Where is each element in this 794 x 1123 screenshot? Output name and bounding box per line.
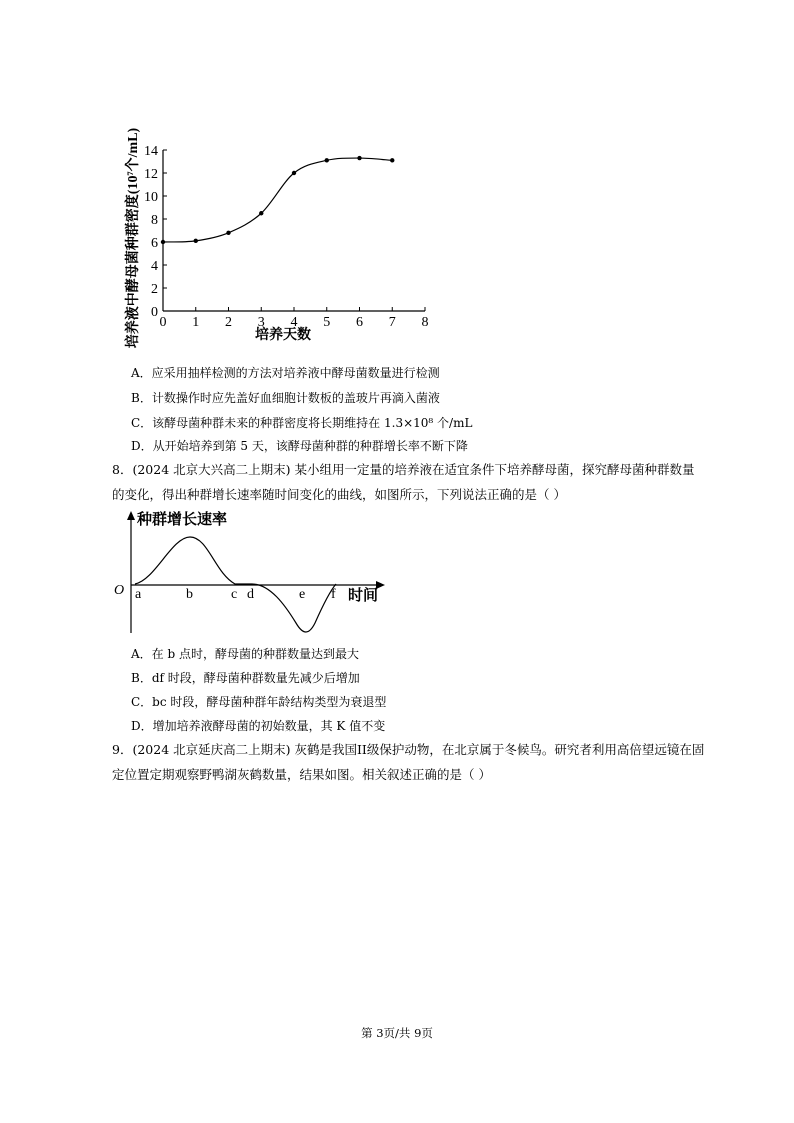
x-tick-label: 0 [159, 315, 167, 330]
q7-option-a: A．应采用抽样检测的方法对培养液中酵母菌数量进行检测 [131, 366, 440, 380]
data-point [226, 231, 230, 235]
y-tick-label: 8 [151, 213, 158, 228]
q8-option-b: B．df 时段，酵母菌种群数量先减少后增加 [131, 671, 360, 685]
y-tick-label: 14 [144, 144, 158, 159]
q7-option-c: C．该酵母菌种群未来的种群密度将长期维持在 1.3×10⁸ 个/mL [131, 416, 473, 430]
y-tick-label: 2 [151, 282, 158, 297]
x-tick-label: 4 [290, 315, 298, 330]
q9-stem-line2: 定位置定期观察野鸭湖灰鹤数量，结果如图。相关叙述正确的是（ ） [112, 767, 491, 782]
q8-stem-line2: 的变化，得出种群增长速率随时间变化的曲线，如图所示，下列说法正确的是（ ） [112, 487, 566, 502]
x-tick-label: 5 [323, 315, 331, 330]
data-point [259, 211, 263, 215]
y-tick-label: 0 [151, 305, 158, 320]
x-tick-label: 2 [225, 315, 232, 330]
x-tick-label: 6 [356, 315, 363, 330]
y-axis-label: 培养液中酵母菌种群密度(10⁷个/mL) [126, 127, 141, 349]
x-tick-label: 1 [192, 315, 200, 330]
density-curve [163, 158, 392, 242]
data-point [194, 239, 198, 243]
y-axis-title: 种群增长速率 [137, 512, 228, 528]
data-point [325, 158, 329, 162]
y-tick-label: 12 [144, 167, 158, 182]
q8-option-d: D．增加培养液酵母菌的初始数量，其 K 值不变 [131, 719, 386, 733]
q8-option-c: C．bc 时段，酵母菌种群年龄结构类型为衰退型 [131, 695, 387, 709]
q8-stem-line1: 8．(2024 北京大兴高二上期末) 某小组用一定量的培养液在适宜条件下培养酵母菌，探究酵母菌种群数量 [112, 462, 695, 477]
density-line-chart [110, 110, 450, 350]
origin-label: O [114, 583, 125, 598]
x-axis-label: 培养天数 [255, 328, 311, 343]
y-tick-label: 6 [151, 236, 158, 251]
y-axis-arrow [127, 511, 135, 520]
y-tick-label: 10 [144, 190, 158, 205]
data-point [357, 156, 361, 160]
data-point [161, 240, 165, 244]
y-tick-label: 4 [151, 259, 158, 274]
q9-stem-line1: 9．(2024 北京延庆高二上期末) 灰鹤是我国II级保护动物，在北京属于冬候鸟。研究者利用高倍望远镜在固 [112, 742, 705, 757]
q7-option-d: D．从开始培养到第 5 天，该酵母菌种群的种群增长率不断下降 [131, 439, 468, 453]
growth-rate-chart [110, 505, 400, 640]
point-label-a: a [135, 587, 142, 602]
point-label-b: b [186, 587, 193, 602]
q8-option-a: A．在 b 点时，酵母菌的种群数量达到最大 [131, 647, 359, 661]
data-point [292, 171, 296, 175]
q7-option-b: B．计数操作时应先盖好血细胞计数板的盖玻片再滴入菌液 [131, 391, 440, 405]
x-tick-label: 7 [388, 315, 396, 330]
x-tick-label: 8 [421, 315, 429, 330]
x-tick-label: 3 [257, 315, 265, 330]
point-label-c: c [231, 587, 238, 602]
point-label-f: f [331, 587, 336, 602]
point-label-e: e [299, 587, 306, 602]
x-axis-title: 时间 [348, 588, 379, 604]
point-label-d: d [247, 587, 254, 602]
page-footer: 第 3页/共 9页 [361, 1026, 433, 1040]
data-point [390, 158, 394, 162]
